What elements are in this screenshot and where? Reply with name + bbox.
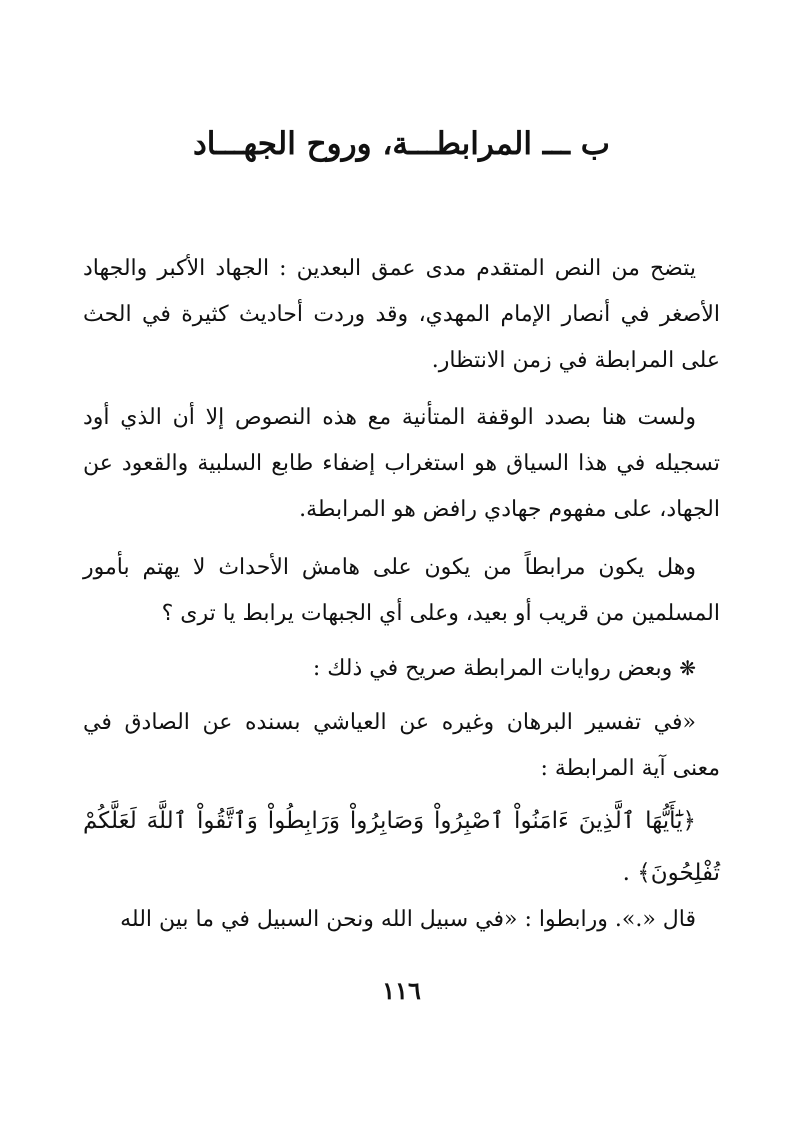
paragraph-quotation [83, 700, 720, 792]
page-number: ١١٦ [382, 976, 421, 1005]
section-title: ب ـــ المرابطـــة، وروح الجهـــاد [192, 126, 610, 162]
paragraph-narrations-intro [83, 645, 720, 692]
paragraph-intro-text: يتضح من النص المتقدم مدى عمق البعدين : الجهاد الأكبر والجهاد الأصغر في أنصار الإمام المهدي، وقد وردت أحاديث كثيرة في الحث على المرابطة في زمن الانتظار. [83, 256, 720, 373]
paragraph-commentary [83, 897, 720, 943]
quran-verse-text: ﴿يَٰٓأَيُّهَا ٱلَّذِينَ ءَامَنُواْ ٱصْبِرُواْ وَصَابِرُواْ وَرَابِطُواْ وَٱتَّقُواْ ٱللَّهَ لَعَلَّكُمْ تُفْلِحُونَ﴾ . [83, 808, 720, 886]
paragraph-purpose [83, 395, 720, 533]
paragraph-intro [83, 246, 720, 384]
paragraph-question [83, 545, 720, 637]
paragraph-quotation-text: «في تفسير البرهان وغيره عن العياشي بسنده عن الصادق في معنى آية المرابطة : [83, 710, 720, 781]
paragraph-narrations-intro-text: وبعض روايات المرابطة صريح في ذلك : [312, 656, 673, 681]
quran-verse [83, 795, 720, 899]
paragraph-question-text: وهل يكون مرابطاً من يكون على هامش الأحداث لا يهتم بأمور المسلمين من قريب أو بعيد، وعلى أي الجبهات يرابط يا ترى ؟ [83, 555, 720, 626]
asterisk-bullet-icon: ❋ [679, 656, 696, 680]
paragraph-commentary-text: قال «.». ورابطوا : «في سبيل الله ونحن السبيل في ما بين الله [120, 907, 696, 932]
paragraph-purpose-text: ولست هنا بصدد الوقفة المتأنية مع هذه النصوص إلا أن الذي أود تسجيله في هذا السياق هو استغراب إضفاء طابع السلبية والقعود عن الجهاد، على مفهوم جهادي رافض هو المرابطة. [83, 405, 720, 522]
